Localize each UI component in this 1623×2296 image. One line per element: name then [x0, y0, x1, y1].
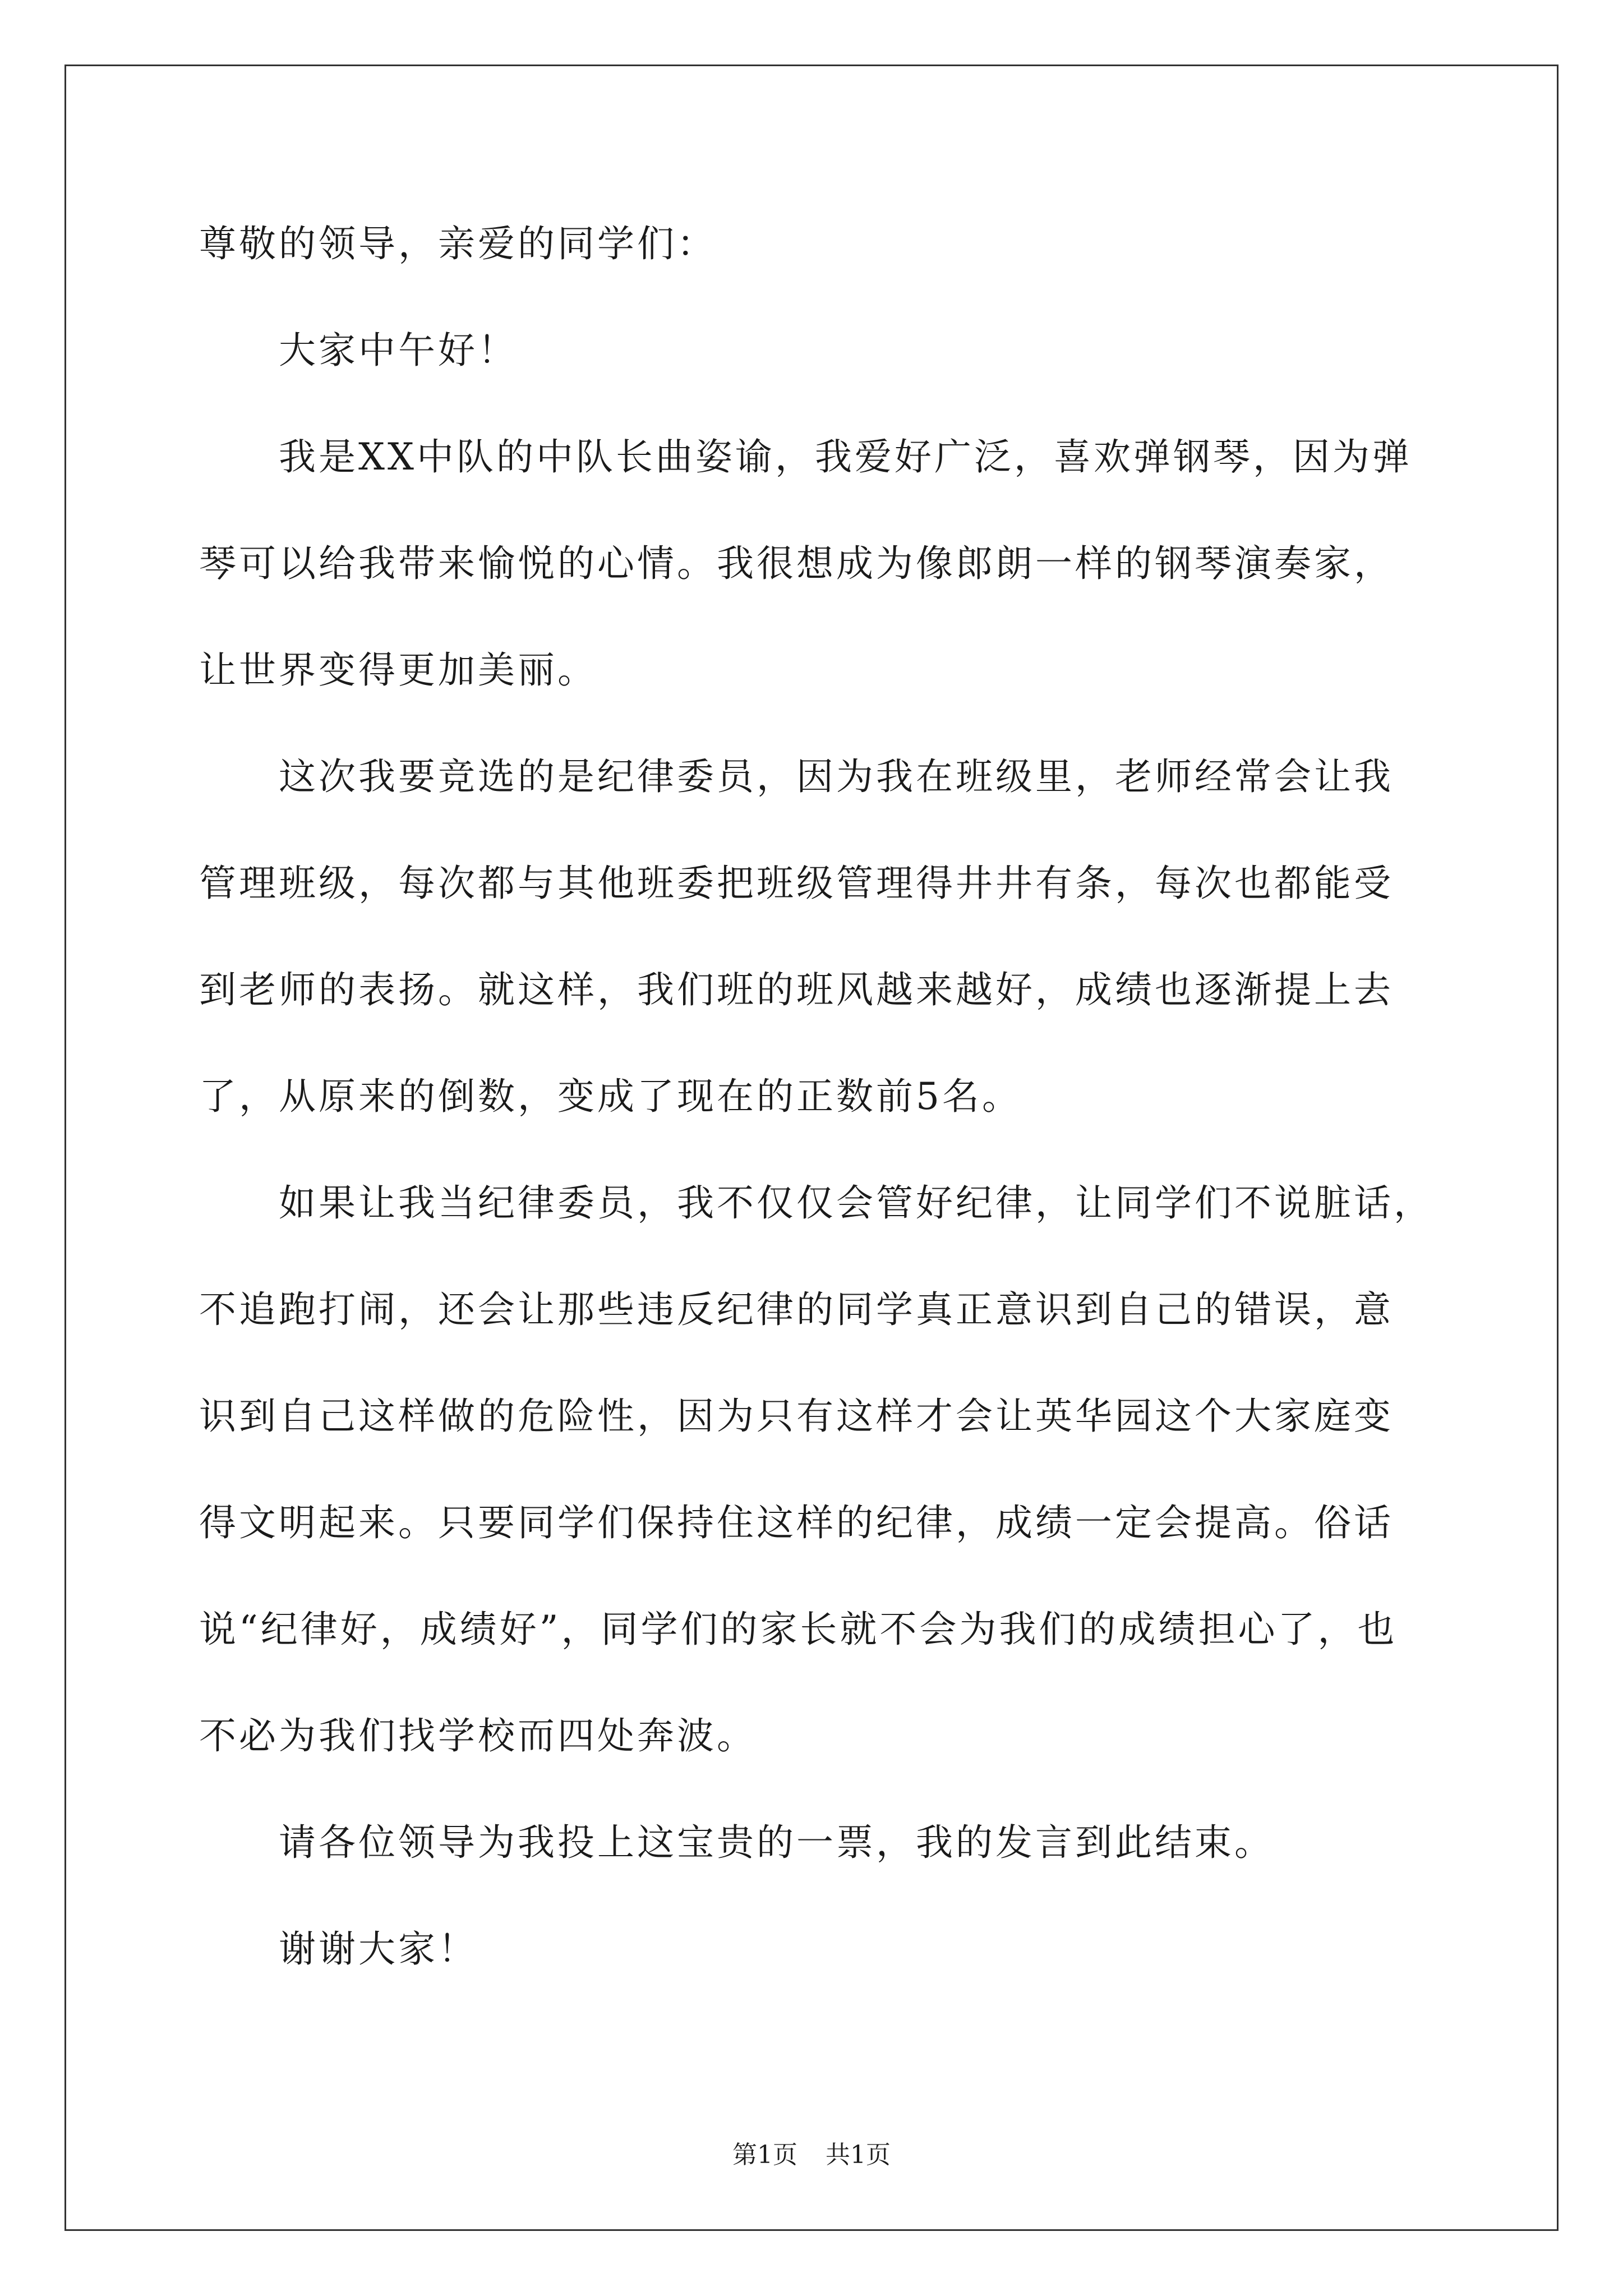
text-line: 尊敬的领导，亲爱的同学们：	[199, 222, 717, 265]
page-number-current: 第1页	[732, 2141, 797, 2169]
text-line: 大家中午好！	[199, 329, 518, 372]
text-line: 不追跑打闹，还会让那些违反纪律的同学真正意识到自己的错误，意	[199, 1288, 1394, 1331]
text-line: 如果让我当纪律委员，我不仅仅会管好纪律，让同学们不说脏话，	[199, 1181, 1433, 1225]
text-line: 让世界变得更加美丽。	[199, 648, 597, 692]
text-line: 到老师的表扬。就这样，我们班的班风越来越好，成绩也逐渐提上去	[199, 968, 1394, 1011]
page-border	[64, 65, 1559, 2231]
text-line: 我是XX中队的中队长曲姿谕，我爱好广泛，喜欢弹钢琴，因为弹	[199, 435, 1412, 478]
page-footer	[0, 2138, 1623, 2172]
text-line: 不必为我们找学校而四处奔波。	[199, 1714, 757, 1757]
text-line: 琴可以给我带来愉悦的心情。我很想成为像郎朗一样的钢琴演奏家，	[199, 542, 1394, 585]
page-number-total: 共1页	[826, 2141, 891, 2169]
text-line: 请各位领导为我投上这宝贵的一票，我的发言到此结束。	[199, 1821, 1274, 1864]
text-line: 得文明起来。只要同学们保持住这样的纪律，成绩一定会提高。俗话	[199, 1501, 1394, 1544]
text-line: 管理班级，每次都与其他班委把班级管理得井井有条，每次也都能受	[199, 862, 1394, 905]
text-line: 识到自己这样做的危险性，因为只有这样才会让英华园这个大家庭变	[199, 1395, 1394, 1438]
text-line: 谢谢大家！	[199, 1927, 478, 1971]
text-line: 这次我要竞选的是纪律委员，因为我在班级里，老师经常会让我	[199, 755, 1394, 798]
text-line: 说“纪律好，成绩好”，同学们的家长就不会为我们的成绩担心了，也	[199, 1608, 1398, 1651]
text-line: 了，从原来的倒数，变成了现在的正数前5名。	[199, 1075, 1022, 1118]
